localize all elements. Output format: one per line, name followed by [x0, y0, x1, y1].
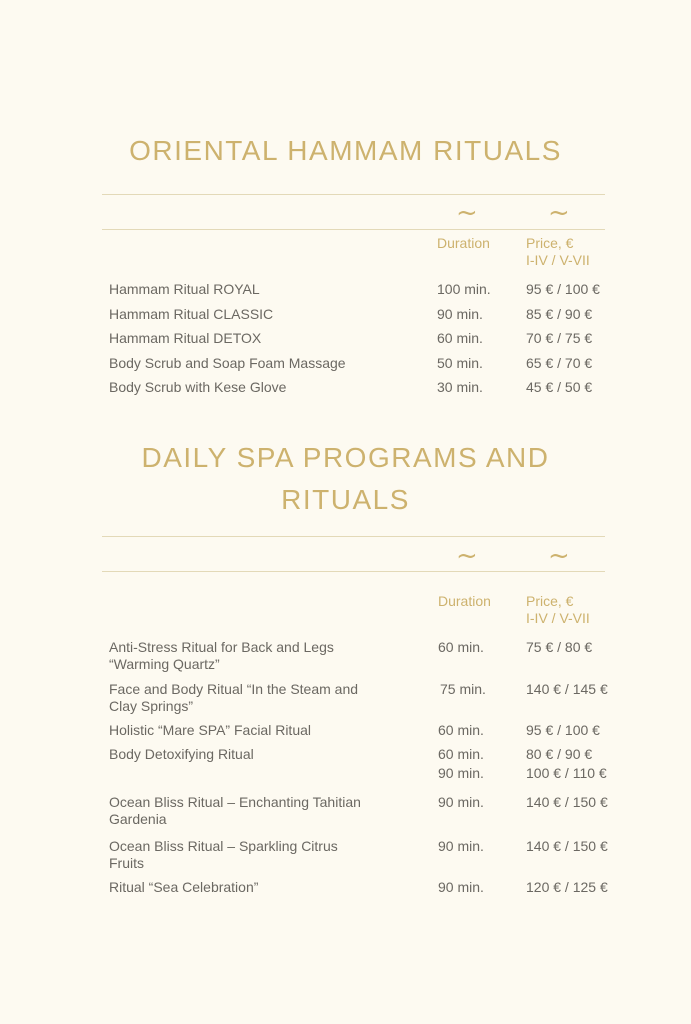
divider-bottom	[102, 571, 605, 572]
treatment-name: Holistic “Mare SPA” Facial Ritual	[109, 722, 312, 738]
treatment-name: Body Scrub with Kese Glove	[109, 379, 287, 395]
treatment-duration: 90 min.	[437, 306, 483, 322]
treatment-duration: 75 min.	[440, 681, 486, 697]
treatment-name: Body Scrub and Soap Foam Massage	[109, 355, 346, 371]
tilde-ornament-icon: ~	[456, 198, 478, 228]
treatment-name	[109, 639, 409, 673]
duration-header: Duration	[438, 593, 491, 609]
section-title-spa	[60, 437, 631, 521]
divider-top	[102, 536, 605, 537]
treatment-name: Hammam Ritual ROYAL	[109, 281, 260, 297]
price-header-line: Price, €	[526, 593, 574, 609]
treatment-price: 85 € / 90 €	[526, 306, 593, 322]
tilde-ornament-icon: ~	[456, 541, 478, 571]
treatment-duration: 90 min.	[438, 879, 484, 895]
treatment-duration: 60 min.	[438, 639, 484, 655]
treatment-price: 120 € / 125 €	[526, 879, 608, 895]
treatment-price	[526, 746, 636, 782]
price-header-line: Price, €	[526, 235, 574, 251]
treatment-name-line: Ocean Bliss Ritual – Sparkling Citrus	[109, 838, 338, 854]
section-title-line: DAILY SPA PROGRAMS AND	[141, 442, 550, 473]
treatment-name-line: “Warming Quartz”	[109, 656, 220, 672]
treatment-price: 95 € / 100 €	[526, 722, 600, 738]
tilde-ornament-icon: ~	[548, 541, 570, 571]
treatment-price: 140 € / 150 €	[526, 838, 608, 854]
price-header	[526, 235, 590, 269]
treatment-duration-option: 90 min.	[438, 765, 484, 781]
treatment-price: 95 € / 100 €	[526, 281, 600, 297]
divider-top	[102, 194, 605, 195]
treatment-name-line: Anti-Stress Ritual for Back and Legs	[109, 639, 334, 655]
section-title-line: RITUALS	[281, 484, 410, 515]
treatment-duration: 90 min.	[438, 794, 484, 810]
treatment-price: 65 € / 70 €	[526, 355, 593, 371]
treatment-duration: 60 min.	[437, 330, 483, 346]
treatment-price-option: 80 € / 90 €	[526, 746, 593, 762]
divider-bottom	[102, 229, 605, 230]
treatment-duration: 90 min.	[438, 838, 484, 854]
section-title-hammam: ORIENTAL HAMMAM RITUALS	[129, 135, 562, 166]
treatment-name-line: Clay Springs”	[109, 698, 194, 714]
treatment-name-line: Gardenia	[109, 811, 167, 827]
treatment-name	[109, 681, 409, 715]
treatment-name-line: Ocean Bliss Ritual – Enchanting Tahitian	[109, 794, 361, 810]
treatment-price: 70 € / 75 €	[526, 330, 593, 346]
duration-header: Duration	[437, 235, 490, 251]
treatment-price: 75 € / 80 €	[526, 639, 593, 655]
treatment-name: Body Detoxifying Ritual	[109, 746, 254, 762]
treatment-name: Ritual “Sea Celebration”	[109, 879, 259, 895]
price-header-season: I-IV / V-VII	[526, 610, 590, 626]
treatment-price: 45 € / 50 €	[526, 379, 593, 395]
treatment-price-option: 100 € / 110 €	[526, 765, 607, 781]
treatment-name	[109, 794, 409, 828]
price-header-season: I-IV / V-VII	[526, 252, 590, 268]
treatment-name-line: Fruits	[109, 855, 144, 871]
price-header	[526, 593, 590, 627]
treatment-name: Hammam Ritual DETOX	[109, 330, 262, 346]
treatment-duration: 60 min.	[438, 722, 484, 738]
treatment-duration-option: 60 min.	[438, 746, 484, 762]
treatment-name: Hammam Ritual CLASSIC	[109, 306, 274, 322]
tilde-ornament-icon: ~	[548, 198, 570, 228]
treatment-duration: 50 min.	[437, 355, 483, 371]
treatment-price: 140 € / 145 €	[526, 681, 608, 697]
treatment-name	[109, 838, 409, 872]
treatment-duration	[438, 746, 518, 782]
treatment-duration: 100 min.	[437, 281, 491, 297]
treatment-name-line: Face and Body Ritual “In the Steam and	[109, 681, 359, 697]
treatment-price: 140 € / 150 €	[526, 794, 608, 810]
treatment-duration: 30 min.	[437, 379, 483, 395]
